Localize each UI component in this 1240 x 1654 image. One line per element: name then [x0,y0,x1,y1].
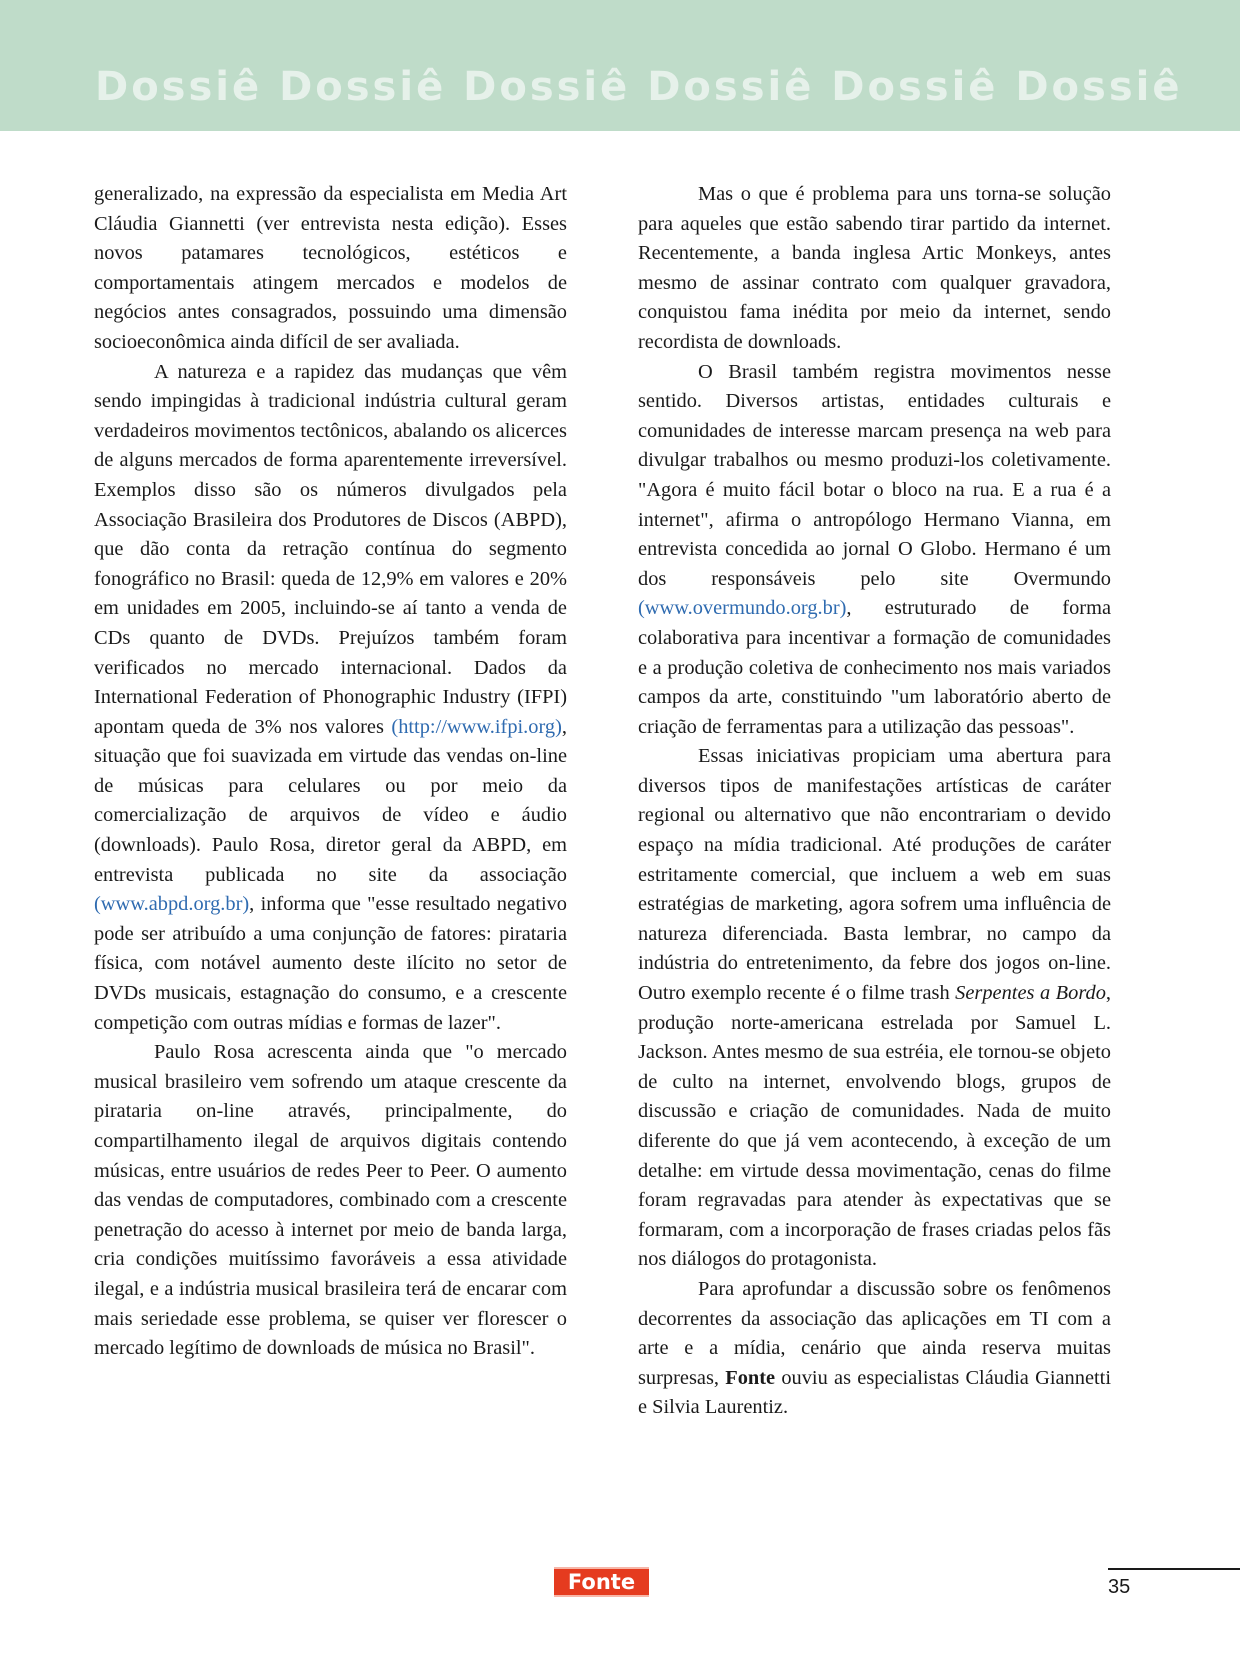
text-run: Essas iniciativas propiciam uma abertura para diversos tipos de manifestações artísticas de caráter regional ou alternativo que não encontrariam o devido espaço na mídia tradicional. Até produções de caráter estritamente comercial, que incluem a web em suas estratégias de marketing, agora sofrem uma influência de natureza diferenciada. Basta lembrar, no campo da indústria do entretenimento, da febre dos jogos on-line. Outro exemplo recente é o filme trash [638,745,1111,1005]
text-run: ouviu as especialistas Cláudia Giannetti e Silvia Laurentiz. [638,1366,1111,1419]
section-title: Dossiê Dossiê Dossiê Dossiê Dossiê Dossiê [95,64,1183,110]
right-column [638,180,1111,1423]
overmundo-link[interactable]: (www.overmundo.org.br) [638,597,847,620]
paragraph: Mas o que é problema para uns torna-se solução para aqueles que estão sabendo tirar partido da internet. Recentemente, a banda inglesa Artic Monkeys, antes mesmo de assinar contrato com qualquer gravadora, conquistou fama inédita por meio da internet, sendo recordista de downloads. [638,183,1111,353]
text-run: O Brasil também registra movimentos nesse sentido. Diversos artistas, entidades culturais e comunidades de interesse marcam presença na web para divulgar trabalhos ou mesmo produzi-los coletivamente. "Agora é muito fácil botar o bloco na rua. E a rua é a internet", afirma o antropólogo Hermano Vianna, em entrevista concedida ao jornal O Globo. Hermano é um dos responsáveis pelo site Overmundo [638,360,1111,590]
magazine-name: Fonte [725,1366,776,1389]
film-title: Serpentes a Bordo [955,982,1106,1005]
page-number: 35 [1108,1576,1131,1598]
paragraph [638,742,1111,1275]
fonte-logo: Fonte [554,1567,649,1597]
text-run: , informa que "esse resultado negativo pode ser atribuído a uma conjunção de fatores: pirataria física, com notável aumento deste ilícito no setor de DVDs musicais, estagnação do consumo, e a crescente competição com outras mídias e formas de lazer". [94,893,567,1034]
header-band [0,0,1240,131]
paragraph [94,358,567,1039]
ifpi-link[interactable]: (http://www.ifpi.org) [391,715,562,738]
text-run: , estruturado de forma colaborativa para incentivar a formação de comunidades e a produção coletiva de conhecimento nos mais variados campos da arte, constituindo "um laboratório aberto de criação de ferramentas para a utilização das pessoas". [638,597,1111,738]
left-column [94,180,567,1364]
text-run: , situação que foi suavizada em virtude das vendas on-line de músicas para celulares ou por meio da comercialização de arquivos de vídeo e áudio (downloads). Paulo Rosa, diretor geral da ABPD, em entrevista publicada no site da associação [94,715,567,886]
paragraph: generalizado, na expressão da especialista em Media Art Cláudia Giannetti (ver entrevista nesta edição). Esses novos patamares tecnológicos, estéticos e comportamentais atingem mercados e modelos de negócios antes consagrados, possuindo uma dimensão socioeconômica ainda difícil de ser avaliada. [94,183,567,353]
text-run: Para aprofundar a discussão sobre os fenômenos decorrentes da associação das aplicações em TI com a arte e a mídia, cenário que ainda reserva muitas surpresas, [638,1277,1111,1389]
abpd-link[interactable]: (www.abpd.org.br) [94,893,250,916]
paragraph [638,358,1111,743]
footer-rule [1108,1568,1240,1570]
text-run: A natureza e a rapidez das mudanças que vêm sendo impingidas à tradicional indústria cultural geram verdadeiros movimentos tectônicos, abalando os alicerces de alguns mercados de forma aparentemente irreversível. Exemplos disso são os números divulgados pela Associação Brasileira dos Produtores de Discos (ABPD), que dão conta da retração contínua do segmento fonográfico no Brasil: queda de 12,9% em valores e 20% em unidades em 2005, incluindo-se aí tanto a venda de CDs quanto de DVDs. Prejuízos também foram verificados no mercado internacional. Dados da International Federation of Phonographic Industry (IFPI) apontam queda de 3% nos valores [94,360,567,738]
paragraph [638,1275,1111,1423]
paragraph: Paulo Rosa acrescenta ainda que "o mercado musical brasileiro vem sofrendo um ataque crescente da pirataria on-line através, principalmente, do compartilhamento ilegal de arquivos digitais contendo músicas, entre usuários de redes Peer to Peer. O aumento das vendas de computadores, combinado com a crescente penetração do acesso à internet por meio de banda larga, cria condições muitíssimo favoráveis a essa atividade ilegal, e a indústria musical brasileira terá de encarar com mais seriedade esse problema, se quiser ver florescer o mercado legítimo de downloads de música no Brasil". [94,1041,567,1360]
text-run: , produção norte-americana estrelada por Samuel L. Jackson. Antes mesmo de sua estréia, ele tornou-se objeto de culto na internet, envolvendo blogs, grupos de discussão e criação de comunidades. Nada de muito diferente do que já vem acontecendo, à exceção de um detalhe: em virtude dessa movimentação, cenas do filme foram regravadas para atender às expectativas que se formaram, com a incorporação de frases criadas pelos fãs nos diálogos do protagonista. [638,982,1112,1271]
